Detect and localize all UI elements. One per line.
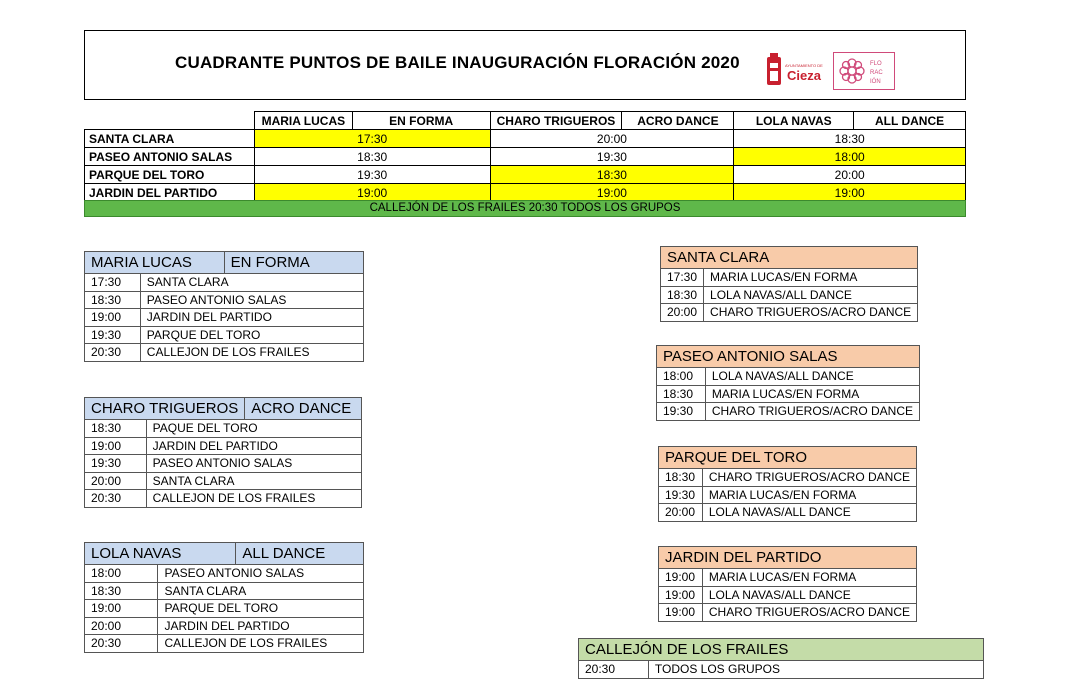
table-row [579, 661, 984, 679]
place-cell: CALLEJON DE LOS FRAILES [140, 344, 363, 362]
time-cell: 18:00 [734, 148, 966, 166]
group-table-header [85, 543, 364, 565]
place-cell: JARDIN DEL PARTIDO [140, 309, 363, 327]
place-table-jardin-del-partido [658, 546, 917, 622]
group-header: MARIA LUCAS [254, 112, 352, 130]
group-name: LOLA NAVAS [85, 543, 236, 565]
place-cell: SANTA CLARA [146, 472, 361, 490]
group-name: MARIA LUCAS [85, 252, 225, 274]
group-table-maria-lucas [84, 251, 364, 274]
group-table-charo-trigueros-rows [84, 419, 362, 508]
table-row [661, 269, 918, 287]
place-cell: PASEO ANTONIO SALAS [140, 291, 363, 309]
place-name: SANTA CLARA [661, 247, 918, 269]
time-cell: 19:00 [490, 184, 734, 202]
table-row [85, 455, 362, 473]
group-name: ACRO DANCE [245, 398, 362, 420]
time-cell: 18:30 [734, 130, 966, 148]
place-cell: CALLEJON DE LOS FRAILES [146, 490, 361, 508]
place-label: PASEO ANTONIO SALAS [85, 148, 255, 166]
time-cell: 19:30 [490, 148, 734, 166]
time-cell: 19:00 [734, 184, 966, 202]
place-table-santa-clara [660, 246, 918, 322]
table-row [85, 274, 364, 292]
group-table-lola-navas-rows [84, 564, 364, 653]
table-row [85, 472, 362, 490]
place-name: PASEO ANTONIO SALAS [657, 346, 920, 368]
time-cell: 20:00 [734, 166, 966, 184]
table-row [659, 486, 917, 504]
table-row [657, 368, 920, 386]
time-cell: 19:30 [659, 486, 703, 504]
group-cell: CHARO TRIGUEROS/ACRO DANCE [704, 304, 918, 322]
place-cell: SANTA CLARA [140, 274, 363, 292]
place-table-header [659, 447, 917, 469]
time-cell: 20:00 [85, 472, 147, 490]
table-row [659, 569, 917, 587]
time-cell: 18:00 [657, 368, 706, 386]
time-cell: 18:30 [661, 286, 704, 304]
place-label: SANTA CLARA [85, 130, 255, 148]
table-row [657, 403, 920, 421]
group-cell: MARIA LUCAS/EN FORMA [704, 269, 918, 287]
group-header: LOLA NAVAS [734, 112, 854, 130]
place-name: JARDIN DEL PARTIDO [659, 547, 917, 569]
place-cell: CALLEJON DE LOS FRAILES [158, 635, 364, 653]
table-row [661, 286, 918, 304]
time-cell: 18:30 [657, 385, 706, 403]
time-cell: 19:00 [659, 569, 703, 587]
group-name: EN FORMA [224, 252, 363, 274]
logo-line-2: RAC [870, 70, 883, 76]
main-schedule-table [84, 111, 966, 202]
group-name: ALL DANCE [236, 543, 364, 565]
time-cell: 18:30 [85, 291, 141, 309]
time-cell: 19:30 [85, 455, 147, 473]
table-row [85, 582, 364, 600]
place-cell: PARQUE DEL TORO [140, 326, 363, 344]
table-row [659, 604, 917, 622]
time-cell: 18:30 [85, 420, 147, 438]
logo-name: Cieza [787, 68, 821, 83]
group-cell: MARIA LUCAS/EN FORMA [705, 385, 919, 403]
group-header: EN FORMA [352, 112, 490, 130]
time-cell: 18:30 [490, 166, 734, 184]
place-cell: JARDIN DEL PARTIDO [158, 617, 364, 635]
place-name: CALLEJÓN DE LOS FRAILES [579, 639, 984, 661]
place-table-header [659, 547, 917, 569]
group-header: CHARO TRIGUEROS [490, 112, 622, 130]
place-label: JARDIN DEL PARTIDO [85, 184, 255, 202]
time-cell: 20:00 [659, 504, 703, 522]
group-name: CHARO TRIGUEROS [85, 398, 245, 420]
time-cell: 19:00 [85, 600, 158, 618]
place-table-paseo-antonio-salas [656, 345, 920, 421]
time-cell: 17:30 [85, 274, 141, 292]
group-table-maria-lucas-rows [84, 273, 364, 362]
group-table-charo-trigueros [84, 397, 362, 420]
table-row [85, 184, 966, 202]
group-table-header [85, 252, 364, 274]
group-cell: LOLA NAVAS/ALL DANCE [702, 586, 916, 604]
time-cell: 20:30 [85, 490, 147, 508]
group-cell: CHARO TRIGUEROS/ACRO DANCE [702, 469, 916, 487]
group-cell: CHARO TRIGUEROS/ACRO DANCE [702, 604, 916, 622]
time-cell: 19:30 [85, 326, 141, 344]
group-header: ALL DANCE [854, 112, 966, 130]
group-table-header [85, 398, 362, 420]
table-row [659, 469, 917, 487]
table-row [661, 304, 918, 322]
place-table-header [657, 346, 920, 368]
table-row [659, 504, 917, 522]
empty-corner-cell [85, 112, 255, 130]
table-row [85, 291, 364, 309]
time-cell: 20:30 [85, 635, 158, 653]
place-cell: PASEO ANTONIO SALAS [158, 565, 364, 583]
place-cell: PAQUE DEL TORO [146, 420, 361, 438]
time-cell: 18:30 [85, 582, 158, 600]
time-cell: 18:00 [85, 565, 158, 583]
place-cell: SANTA CLARA [158, 582, 364, 600]
table-row [85, 565, 364, 583]
group-table-lola-navas [84, 542, 364, 565]
logo-small-text: AYUNTAMIENTO DE [785, 63, 823, 68]
logo-line-3: IÓN [870, 79, 881, 85]
time-cell: 19:30 [254, 166, 490, 184]
table-row [85, 344, 364, 362]
place-table-header [579, 639, 984, 661]
group-cell: TODOS LOS GRUPOS [648, 661, 983, 679]
group-header: ACRO DANCE [622, 112, 734, 130]
table-row [85, 635, 364, 653]
time-cell: 19:00 [85, 309, 141, 327]
time-cell: 19:00 [659, 586, 703, 604]
time-cell: 19:00 [254, 184, 490, 202]
time-cell: 19:00 [659, 604, 703, 622]
time-cell: 18:30 [254, 148, 490, 166]
group-cell: LOLA NAVAS/ALL DANCE [705, 368, 919, 386]
table-row [85, 600, 364, 618]
floracion-logo [833, 52, 895, 90]
table-row [85, 617, 364, 635]
time-cell: 19:30 [657, 403, 706, 421]
place-cell: PASEO ANTONIO SALAS [146, 455, 361, 473]
place-cell: JARDIN DEL PARTIDO [146, 437, 361, 455]
time-cell: 20:00 [661, 304, 704, 322]
table-row [657, 385, 920, 403]
table-row [659, 586, 917, 604]
table-row [85, 166, 966, 184]
table-row [85, 437, 362, 455]
table-row [85, 420, 362, 438]
page-title: CUADRANTE PUNTOS DE BAILE INAUGURACIÓN FLORACIÓN 2020 [175, 53, 740, 72]
time-cell: 20:30 [579, 661, 649, 679]
group-cell: MARIA LUCAS/EN FORMA [702, 569, 916, 587]
place-name: PARQUE DEL TORO [659, 447, 917, 469]
table-row [85, 130, 966, 148]
cieza-logo [763, 51, 829, 91]
flower-icon [834, 53, 894, 89]
group-cell: LOLA NAVAS/ALL DANCE [702, 504, 916, 522]
table-row [85, 309, 364, 327]
time-cell: 20:00 [490, 130, 734, 148]
title-box [84, 30, 966, 100]
time-cell: 20:30 [85, 344, 141, 362]
time-cell: 17:30 [661, 269, 704, 287]
place-table-header [661, 247, 918, 269]
table-row [85, 490, 362, 508]
place-table-callejon [578, 638, 984, 679]
table-row [85, 326, 364, 344]
place-cell: PARQUE DEL TORO [158, 600, 364, 618]
logo-line-1: FLO [870, 61, 882, 67]
group-cell: CHARO TRIGUEROS/ACRO DANCE [705, 403, 919, 421]
time-cell: 20:00 [85, 617, 158, 635]
main-header-row [85, 112, 966, 130]
time-cell: 19:00 [85, 437, 147, 455]
time-cell: 18:30 [659, 469, 703, 487]
time-cell: 17:30 [254, 130, 490, 148]
table-row [85, 148, 966, 166]
place-table-parque-del-toro [658, 446, 917, 522]
final-row-banner: CALLEJÓN DE LOS FRAILES 20:30 TODOS LOS GRUPOS [84, 200, 966, 217]
group-cell: MARIA LUCAS/EN FORMA [702, 486, 916, 504]
group-cell: LOLA NAVAS/ALL DANCE [704, 286, 918, 304]
place-label: PARQUE DEL TORO [85, 166, 255, 184]
